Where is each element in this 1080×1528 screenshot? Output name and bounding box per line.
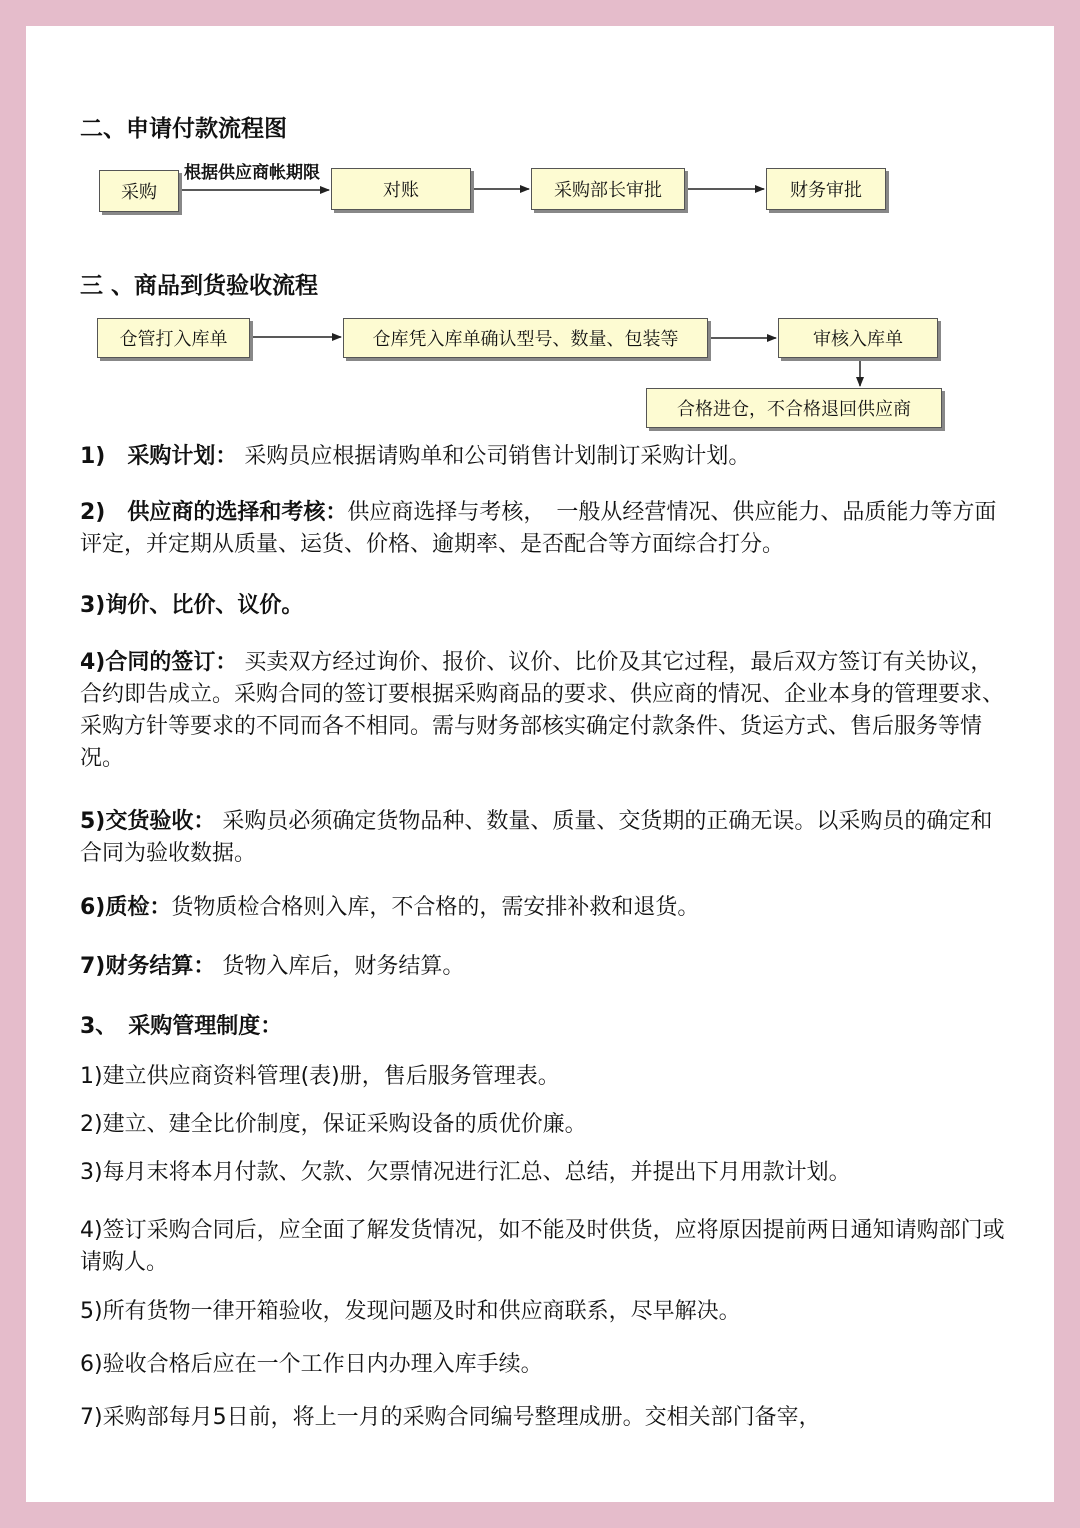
section3-heading: 三 、商品到货验收流程 xyxy=(80,273,319,299)
flow-box-warehouse-entry: 仓管打入库单 xyxy=(97,318,250,358)
mgmt-item: 6)验收合格后应在一个工作日内办理入库手续。 xyxy=(80,1352,543,1377)
step-label: 7)财务结算： xyxy=(80,954,216,979)
flow-box-finance-approval: 财务审批 xyxy=(766,168,886,210)
step-2 xyxy=(80,497,1005,561)
step-text: 货物入库后，财务结算。 xyxy=(215,954,465,979)
mgmt-item: 2)建立、建全比价制度，保证采购设备的质优价廉。 xyxy=(80,1112,587,1137)
mgmt-item: 3)每月末将本月付款、欠款、欠票情况进行汇总、总结，并提出下月用款计划。 xyxy=(80,1160,851,1185)
step-6 xyxy=(80,892,1005,924)
flow-box-head-approval: 采购部长审批 xyxy=(531,168,685,210)
step-label: 2) 供应商的选择和考核： xyxy=(80,500,348,525)
flow-box-accept-or-return: 合格进仓，不合格退回供应商 xyxy=(646,388,942,428)
step-label: 4)合同的签订： xyxy=(80,650,238,675)
mgmt-item: 1)建立供应商资料管理(表)册，售后服务管理表。 xyxy=(80,1064,560,1089)
arrow-label-payment-term: 根据供应商帐期限 xyxy=(184,163,320,183)
flow-box-purchase: 采购 xyxy=(99,170,179,212)
mgmt-item: 5)所有货物一律开箱验收，发现问题及时和供应商联系，尽早解决。 xyxy=(80,1299,741,1324)
step-7 xyxy=(80,951,1005,983)
flow-box-review-entry: 审核入库单 xyxy=(778,318,938,358)
section2-heading: 二、申请付款流程图 xyxy=(80,116,287,142)
step-label: 6)质检： xyxy=(80,895,172,920)
step-label: 1) 采购计划： xyxy=(80,444,238,469)
step-text: 买卖双方经过询价、报价、议价、比价及其它过程，最后双方签订有关协议，合约即告成立。采购合同的签订要根据采购商品的要求、供应商的情况、企业本身的管理要求、采购方针等要求的不同而各不相同。需与财务部核实确定付款条件、货运方式、售后服务等情况。 xyxy=(80,650,1005,771)
step-3 xyxy=(80,590,1005,622)
step-label: 5)交货验收： xyxy=(80,809,216,834)
step-text: 供应商选择与考核， 一般从经营情况、供应能力、品质能力等方面评定，并定期从质量、运货、价格、逾期率、是否配合等方面综合打分。 xyxy=(80,500,997,557)
step-5 xyxy=(80,806,1005,870)
step-text: 采购员应根据请购单和公司销售计划制订采购计划。 xyxy=(237,444,751,469)
step-1 xyxy=(80,441,1005,473)
mgmt-item: 7)采购部每月5日前，将上一月的采购合同编号整理成册。交相关部门备宰， xyxy=(80,1405,821,1430)
step-text: 采购员必须确定货物品种、数量、质量、交货期的正确无误。以采购员的确定和合同为验收数据。 xyxy=(80,809,993,866)
mgmt-heading: 3、 采购管理制度： xyxy=(80,1014,283,1039)
flow-box-confirm-goods: 仓库凭入库单确认型号、数量、包装等 xyxy=(343,318,708,358)
step-label: 3)询价、比价、议价。 xyxy=(80,593,304,618)
flow-box-reconcile: 对账 xyxy=(331,168,471,210)
step-4 xyxy=(80,647,1005,775)
mgmt-item: 4)签订采购合同后，应全面了解发货情况，如不能及时供货，应将原因提前两日通知请购部门或请购人。 xyxy=(80,1218,1005,1275)
step-text: 货物质检合格则入库，不合格的，需安排补救和退货。 xyxy=(171,895,700,920)
